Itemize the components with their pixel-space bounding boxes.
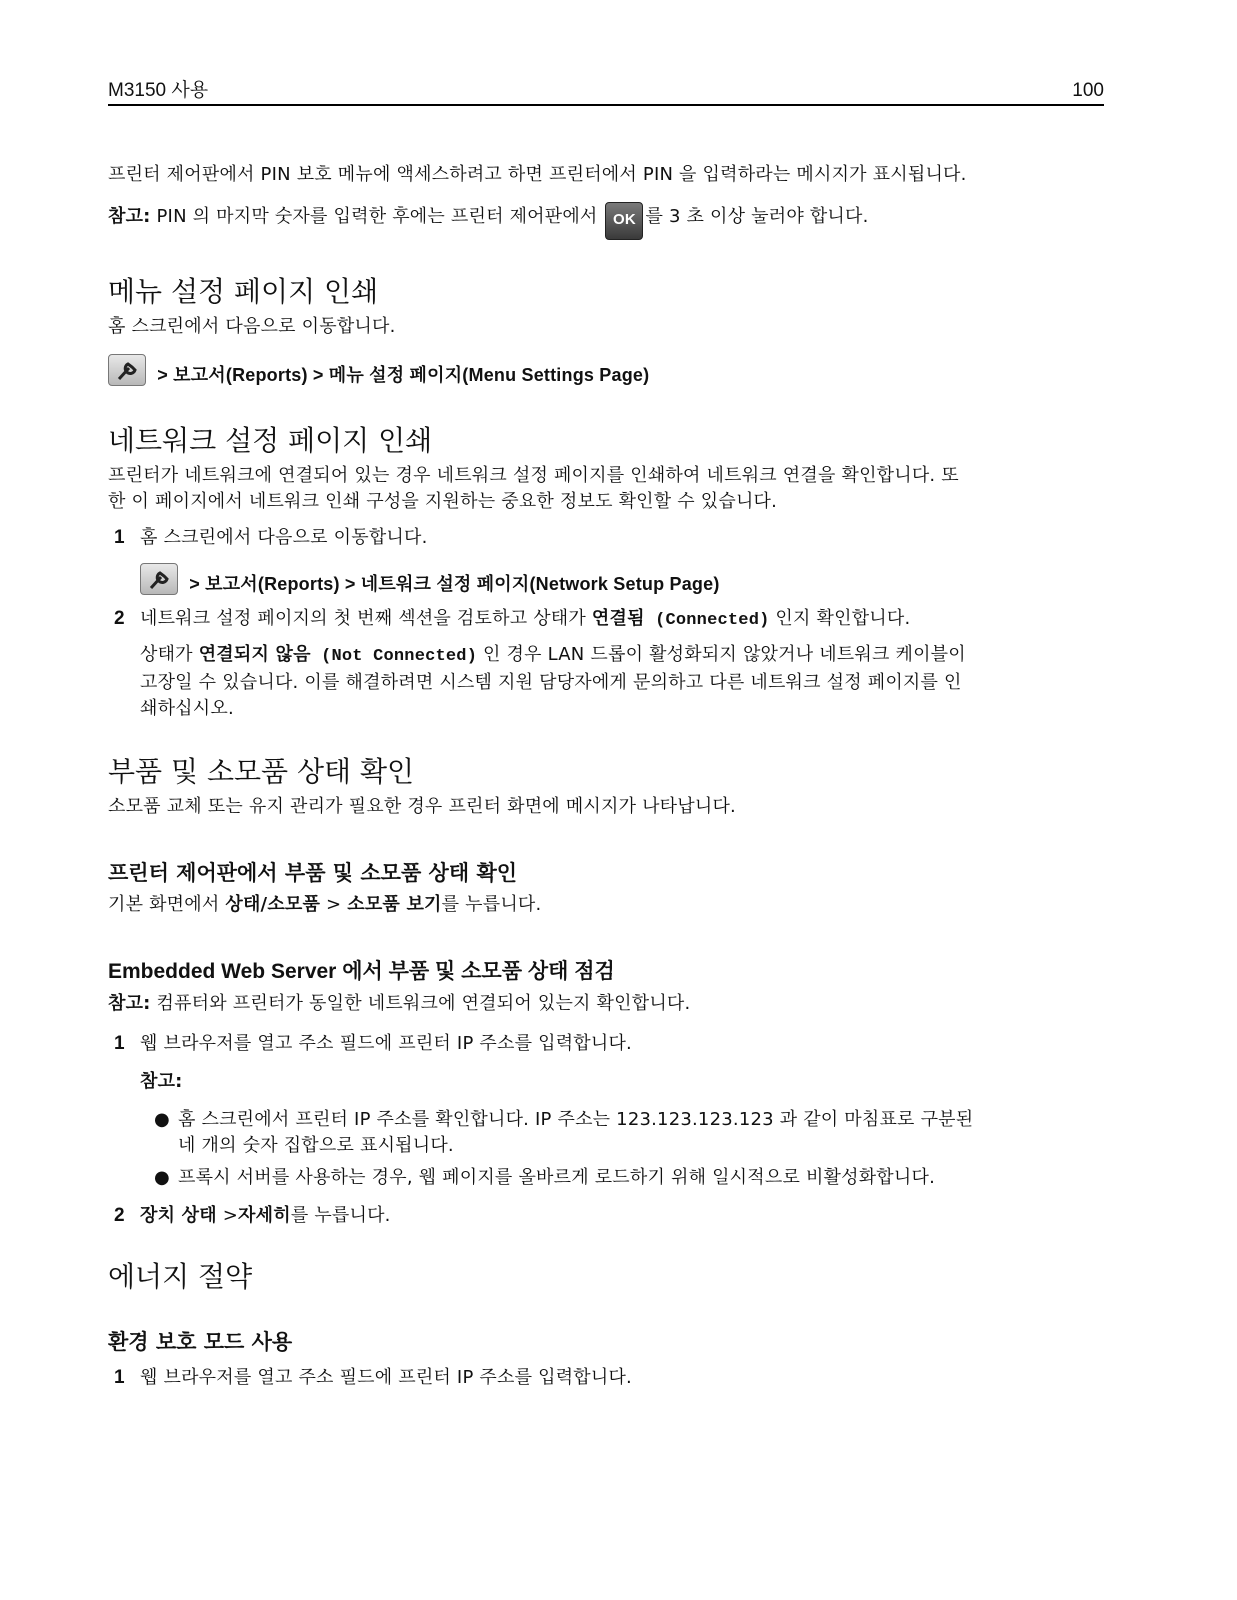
header-title: M3150 사용 bbox=[108, 80, 209, 101]
heading-energy-saving: 에너지 절약 bbox=[108, 1260, 253, 1293]
wrench-icon bbox=[108, 354, 146, 386]
intro-note: 참고: PIN 의 마지막 숫자를 입력한 후에는 프린터 제어판에서 OK 를 3 초 이상 눌러야 합니다. bbox=[108, 202, 1104, 240]
intro-text: 프린터 제어판에서 PIN 보호 메뉴에 액세스하려고 하면 프린터에서 PIN 을 입력하라는 메시지가 표시됩니다. bbox=[108, 164, 967, 185]
heading-network-setup: 네트워크 설정 페이지 인쇄 bbox=[108, 424, 433, 457]
ews-step-2: 2 장치 상태 >자세히를 누릅니다. bbox=[114, 1205, 391, 1226]
ok-button-icon: OK bbox=[605, 202, 643, 240]
network-status-explanation-2: 고장일 수 있습니다. 이를 해결하려면 시스템 지원 담당자에게 문의하고 다른 네트워크 설정 페이지를 인 bbox=[140, 672, 962, 693]
network-text-line2: 한 이 페이지에서 네트워크 인쇄 구성을 지원하는 중요한 정보도 확인할 수 있습니다. bbox=[108, 491, 778, 512]
supplies-text: 소모품 교체 또는 유지 관리가 필요한 경우 프린터 화면에 메시지가 나타납니다. bbox=[108, 796, 736, 817]
wrench-icon bbox=[140, 563, 178, 595]
network-status-explanation-3: 쇄하십시오. bbox=[140, 698, 234, 719]
heading-eco-mode: 환경 보호 모드 사용 bbox=[108, 1330, 293, 1354]
network-step-1: 1 홈 스크린에서 다음으로 이동합니다. bbox=[114, 527, 428, 548]
ews-step-1: 1 웹 브라우저를 열고 주소 필드에 프린터 IP 주소를 입력합니다. bbox=[114, 1033, 632, 1054]
network-text-line1: 프린터가 네트워크에 연결되어 있는 경우 네트워크 설정 페이지를 인쇄하여 네트워크 연결을 확인합니다. 또 bbox=[108, 465, 959, 486]
menu-settings-text: 홈 스크린에서 다음으로 이동합니다. bbox=[108, 316, 396, 337]
panel-supplies-text: 기본 화면에서 상태/소모품 > 소모품 보기를 누릅니다. bbox=[108, 894, 542, 915]
network-setup-path: > 보고서(Reports) > 네트워크 설정 페이지(Network Setup Page) bbox=[108, 563, 1104, 598]
heading-menu-settings: 메뉴 설정 페이지 인쇄 bbox=[108, 275, 379, 308]
heading-supplies-status: 부품 및 소모품 상태 확인 bbox=[108, 755, 415, 788]
ews-bullet-2: ● 프록시 서버를 사용하는 경우, 웹 페이지를 올바르게 로드하기 위해 일시적으로 비활성화합니다. bbox=[154, 1167, 935, 1188]
heading-panel-supplies: 프린터 제어판에서 부품 및 소모품 상태 확인 bbox=[108, 861, 518, 885]
ews-note: 참고: 컴퓨터와 프린터가 동일한 네트워크에 연결되어 있는지 확인합니다. bbox=[108, 993, 691, 1014]
network-step-2: 2 네트워크 설정 페이지의 첫 번째 섹션을 검토하고 상태가 연결됨 (Connected) 인지 확인합니다. bbox=[114, 608, 911, 630]
heading-ews-supplies: Embedded Web Server 에서 부품 및 소모품 상태 점검 bbox=[108, 960, 615, 983]
page-header bbox=[108, 78, 1104, 106]
page-number: 100 bbox=[1072, 80, 1104, 101]
document-page bbox=[108, 78, 1104, 1391]
network-status-explanation: 상태가 연결되지 않음 (Not Connected) 인 경우 LAN 드롭이 활성화되지 않았거나 네트워크 케이블이 bbox=[140, 644, 966, 666]
ews-note-label: 참고: bbox=[140, 1071, 183, 1092]
eco-step-1: 1 웹 브라우저를 열고 주소 필드에 프린터 IP 주소를 입력합니다. bbox=[114, 1367, 632, 1388]
menu-settings-path: > 보고서(Reports) > 메뉴 설정 페이지(Menu Settings Page) bbox=[108, 354, 1104, 389]
ews-bullet-1-cont: 네 개의 숫자 집합으로 표시됩니다. bbox=[178, 1135, 454, 1156]
ews-bullet-1: ● 홈 스크린에서 프린터 IP 주소를 확인합니다. IP 주소는 123.123.123.123 과 같이 마침표로 구분된 bbox=[154, 1109, 974, 1130]
